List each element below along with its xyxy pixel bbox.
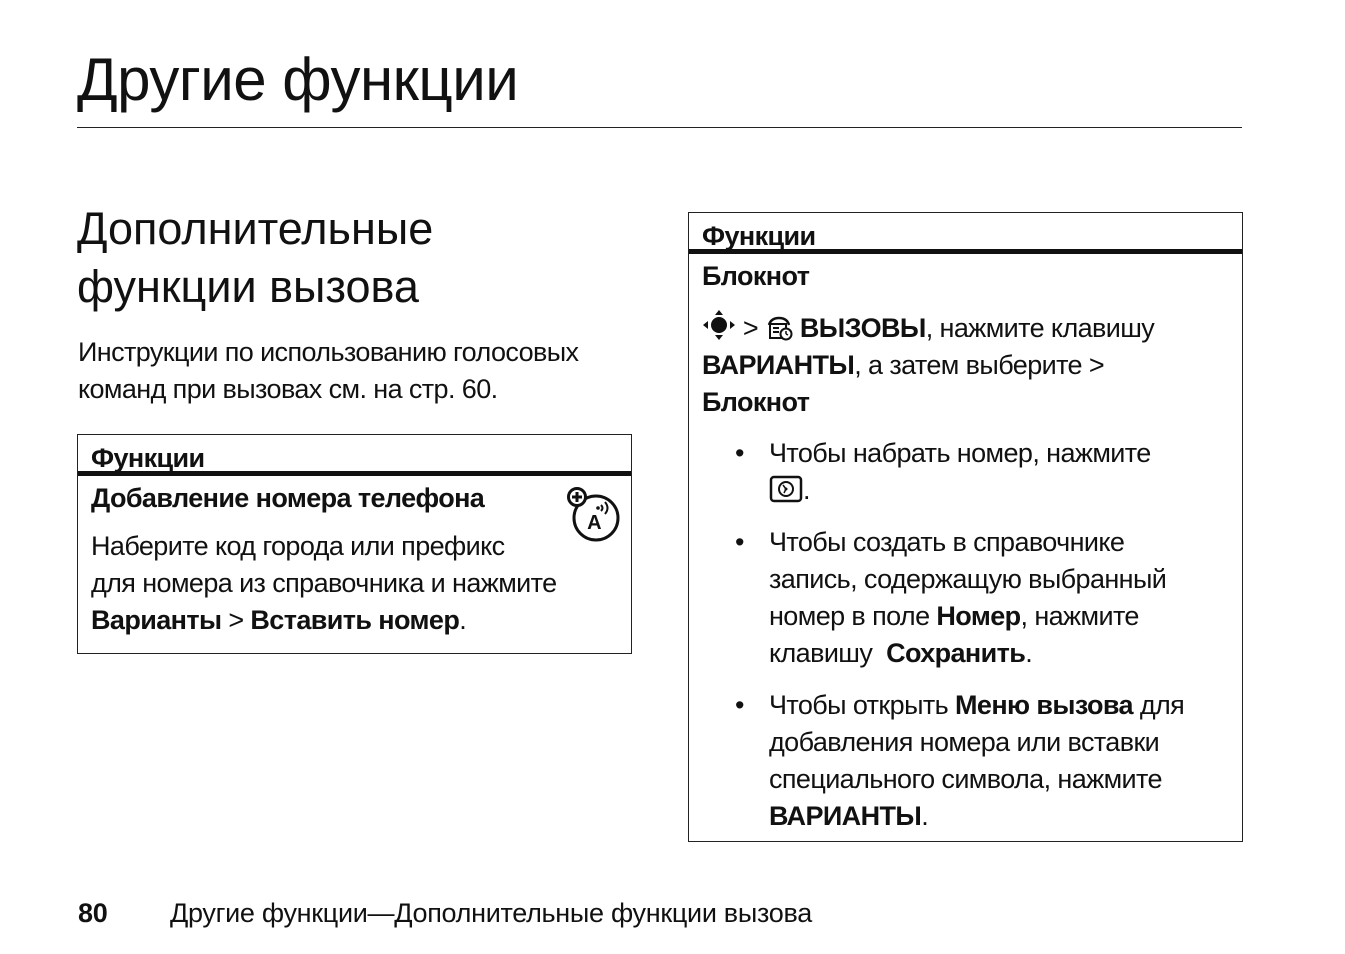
save-key-label: Сохранить [886, 638, 1026, 668]
menu-separator: > [221, 605, 251, 635]
bullet2-line3: номер в поле [769, 601, 937, 631]
running-title: Другие функции—Дополнительные функции вызова [170, 898, 812, 928]
insert-number-label: Вставить номер [250, 605, 460, 635]
calls-menu-label: ВЫЗОВЫ [799, 313, 926, 343]
svg-text:A: A [587, 512, 601, 534]
intro-line2: команд при вызовах см. на стр. 60. [78, 374, 498, 404]
page-footer [78, 895, 812, 931]
feature-table-add-number [77, 434, 632, 654]
row-title: Добавление номера телефона [91, 483, 485, 513]
bullet2-line1: Чтобы создать в справочнике [769, 527, 1125, 557]
bullet3-line3: специального символа, нажмите [769, 764, 1162, 794]
page-number: 80 [78, 898, 108, 928]
call-menu-label: Меню вызова [955, 690, 1133, 720]
menu-separator: > [736, 313, 765, 343]
feature-table-notepad [688, 212, 1243, 842]
bullet1-text: Чтобы набрать номер, нажмите [769, 438, 1151, 468]
bullet2-line4: клавишу [769, 638, 887, 668]
bullet: • [735, 690, 744, 720]
list-item [689, 435, 1242, 509]
bullet2-line2: запись, содержащую выбранный [769, 564, 1167, 594]
network-feature-icon [567, 487, 621, 545]
body-line2: для номера из справочника и нажмите [91, 568, 557, 598]
intro-line1: Инструкции по использованию голосовых [78, 337, 579, 367]
bullet: • [735, 438, 744, 468]
nav-key-icon [702, 309, 736, 341]
section-title-line2: функции вызова [77, 261, 419, 312]
then-select-text: , а затем выберите > [854, 350, 1105, 380]
sentence-end: . [803, 475, 810, 505]
list-item [689, 687, 1242, 835]
bullet3-line2: добавления номера или вставки [769, 727, 1160, 757]
number-field-label: Номер [936, 601, 1021, 631]
calls-menu-icon [765, 315, 793, 341]
table-header: Функции [689, 213, 1242, 254]
list-item [689, 524, 1242, 672]
options-key-label: ВАРИАНТЫ [769, 801, 922, 831]
options-key-label: Варианты [91, 605, 222, 635]
press-key-text: , нажмите клавишу [925, 313, 1155, 343]
section-intro [78, 334, 638, 408]
bullet: • [735, 527, 744, 557]
chapter-title: Другие функции [77, 46, 519, 113]
chapter-divider [77, 127, 1242, 128]
row-title: Блокнот [702, 261, 810, 291]
options-key-label: ВАРИАНТЫ [702, 350, 855, 380]
bullet2-line3-end: , нажмите [1020, 601, 1139, 631]
send-key-icon [769, 475, 803, 503]
sentence-end: . [1025, 638, 1033, 668]
notepad-label: Блокнот [702, 387, 810, 417]
sentence-end: . [921, 801, 929, 831]
table-header: Функции [78, 435, 631, 476]
section-title-line1: Дополнительные [77, 203, 434, 254]
bullet3-line1-end: для [1132, 690, 1185, 720]
row-body-instructions [689, 295, 1242, 421]
row-body [78, 517, 631, 639]
sentence-end: . [459, 605, 467, 635]
body-line1: Наберите код города или префикс [91, 531, 505, 561]
bullet3-line1: Чтобы открыть [769, 690, 956, 720]
section-title [77, 200, 637, 316]
instruction-list [689, 435, 1242, 835]
